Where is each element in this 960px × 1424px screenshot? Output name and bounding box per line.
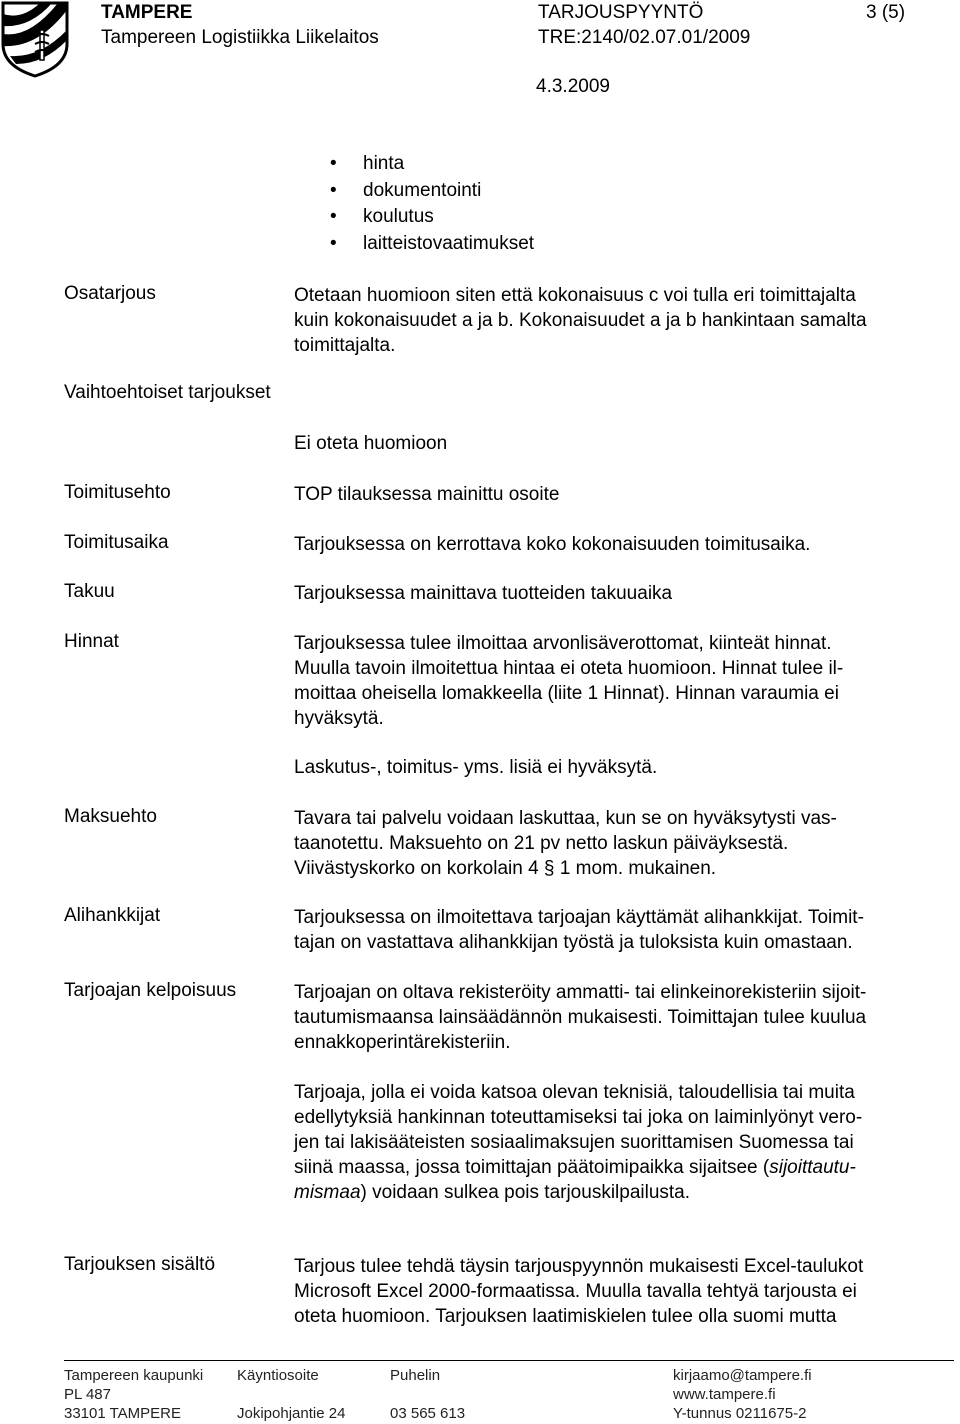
text-line: taanotettu. Maksuehto on 21 pv netto laskun päiväyksestä. [294, 833, 789, 854]
footer-phone: 03 565 613 [390, 1405, 466, 1422]
text-osatarjous [294, 283, 954, 358]
bullet-item: • koulutus [330, 204, 534, 231]
text-line: ennakkoperintärekisteriin. [294, 1032, 511, 1053]
text-line: Tarjoajan on oltava rekisteröity ammatti- tai elinkeinorekisteriin sijoit- [294, 982, 867, 1003]
text-hinnat-lisat: Laskutus-, toimitus- yms. lisiä ei hyväksytä. [294, 757, 658, 778]
label-toimitusehto: Toimitusehto [64, 482, 171, 503]
label-osatarjous: Osatarjous [64, 283, 156, 304]
italic-term: sijoittautu- [769, 1157, 856, 1178]
bullet-item: • hinta [330, 151, 534, 178]
header-page-number: 3 (5) [866, 2, 906, 23]
footer-business-id: Y-tunnus 0211675-2 [673, 1405, 807, 1422]
text-line: moittaa oheisella lomakkeella (liite 1 Hinnat). Hinnan varaumia ei [294, 683, 839, 704]
text-line: Otetaan huomioon siten että kokonaisuus c voi tulla eri toimittajalta [294, 285, 856, 306]
text-run: siinä maassa, jossa toimittajan päätoimipaikka sijaitsee ( [294, 1157, 770, 1178]
footer-org-name: Tampereen kaupunki [64, 1367, 204, 1384]
text-vaihtoehtoiset-tarjoukset: Ei oteta huomioon [294, 433, 448, 454]
label-alihankkijat: Alihankkijat [64, 905, 161, 926]
header-org: Tampereen Logistiikka Liikelaitos [101, 27, 379, 48]
header-date: 4.3.2009 [536, 76, 610, 97]
italic-term: mismaa [294, 1182, 361, 1203]
header-reference: TRE:2140/02.07.01/2009 [538, 27, 751, 48]
text-toimitusaika: Tarjouksessa on kerrottava koko kokonaisuuden toimitusaika. [294, 534, 811, 555]
text-toimitusehto: TOP tilauksessa mainittu osoite [294, 484, 560, 505]
text-line: toimittajalta. [294, 335, 396, 356]
footer-website-link[interactable]: www.tampere.fi [673, 1386, 776, 1403]
footer-po-box: PL 487 [64, 1386, 111, 1403]
text-line: kuin kokonaisuudet a ja b. Kokonaisuudet a ja b hankintaan samalta [294, 310, 867, 331]
text-line: jen tai lakisääteisten sosiaalimaksujen suorittamisen Suomessa tai [294, 1132, 854, 1153]
text-line: Muulla tavoin ilmoitettua hintaa ei oteta huomioon. Hinnat tulee il- [294, 658, 844, 679]
label-takuu: Takuu [64, 581, 115, 602]
text-line: Tarjous tulee tehdä täysin tarjouspyynnön mukaisesti Excel-taulukot [294, 1256, 864, 1277]
text-tarjoajan-poissulkeminen [294, 1080, 954, 1205]
text-line: Tarjouksessa on ilmoitettava tarjoajan käyttämät alihankkijat. Toimit- [294, 907, 864, 928]
footer-phone-label: Puhelin [390, 1367, 441, 1384]
footer-address-label: Käyntiosoite [237, 1367, 319, 1384]
text-line: tautumismaansa lainsäädännön mukaisesti. Toimittajan tulee kuulua [294, 1007, 867, 1028]
text-hinnat [294, 631, 954, 731]
text-takuu: Tarjouksessa mainittava tuotteiden takuuaika [294, 583, 673, 604]
text-line [294, 1180, 954, 1205]
text-line: Tarjoaja, jolla ei voida katsoa olevan teknisiä, taloudellisia tai muita [294, 1082, 855, 1103]
label-hinnat: Hinnat [64, 631, 119, 652]
text-tarjoajan-kelpoisuus [294, 980, 954, 1055]
text-line: Tarjouksessa tulee ilmoittaa arvonlisäverottomat, kiinteät hinnat. [294, 633, 832, 654]
tampere-coat-of-arms-logo [0, 0, 70, 78]
text-line: Microsoft Excel 2000-formaatissa. Muulla tavalla tehtyä tarjousta ei [294, 1281, 857, 1302]
text-line: oteta huomioon. Tarjouksen laatimiskielen tulee olla suomi mutta [294, 1306, 837, 1327]
text-line: edellytyksiä hankinnan toteuttamiseksi tai joka on laiminlyönyt vero- [294, 1107, 863, 1128]
label-tarjouksen-sisalto: Tarjouksen sisältö [64, 1254, 216, 1275]
bullet-item: • laitteistovaatimukset [330, 231, 534, 258]
label-maksuehto: Maksuehto [64, 806, 157, 827]
header-city: TAMPERE [101, 2, 193, 23]
text-alihankkijat [294, 905, 954, 955]
text-maksuehto [294, 806, 954, 881]
label-vaihtoehtoiset-tarjoukset: Vaihtoehtoiset tarjoukset [64, 382, 271, 403]
footer-divider [64, 1360, 954, 1361]
requirements-bullet-list [330, 151, 534, 257]
footer-email-link[interactable]: kirjaamo@tampere.fi [673, 1367, 812, 1384]
bullet-item: • dokumentointi [330, 178, 534, 205]
text-tarjouksen-sisalto [294, 1254, 954, 1329]
text-line [294, 1155, 954, 1180]
text-line: hyväksytä. [294, 708, 384, 729]
header-doc-type: TARJOUSPYYNTÖ [538, 2, 704, 23]
text-run: ) voidaan sulkea pois tarjouskilpailusta. [360, 1182, 691, 1203]
text-line: Viivästyskorko on korkolain 4 § 1 mom. mukainen. [294, 858, 717, 879]
footer-postcode: 33101 TAMPERE [64, 1405, 182, 1422]
label-tarjoajan-kelpoisuus: Tarjoajan kelpoisuus [64, 980, 237, 1001]
footer-address: Jokipohjantie 24 [237, 1405, 346, 1422]
text-line: Tavara tai palvelu voidaan laskuttaa, kun se on hyväksytysti vas- [294, 808, 837, 829]
text-line: tajan on vastattava alihankkijan työstä ja tuloksista kuin omastaan. [294, 932, 853, 953]
label-toimitusaika: Toimitusaika [64, 532, 169, 553]
